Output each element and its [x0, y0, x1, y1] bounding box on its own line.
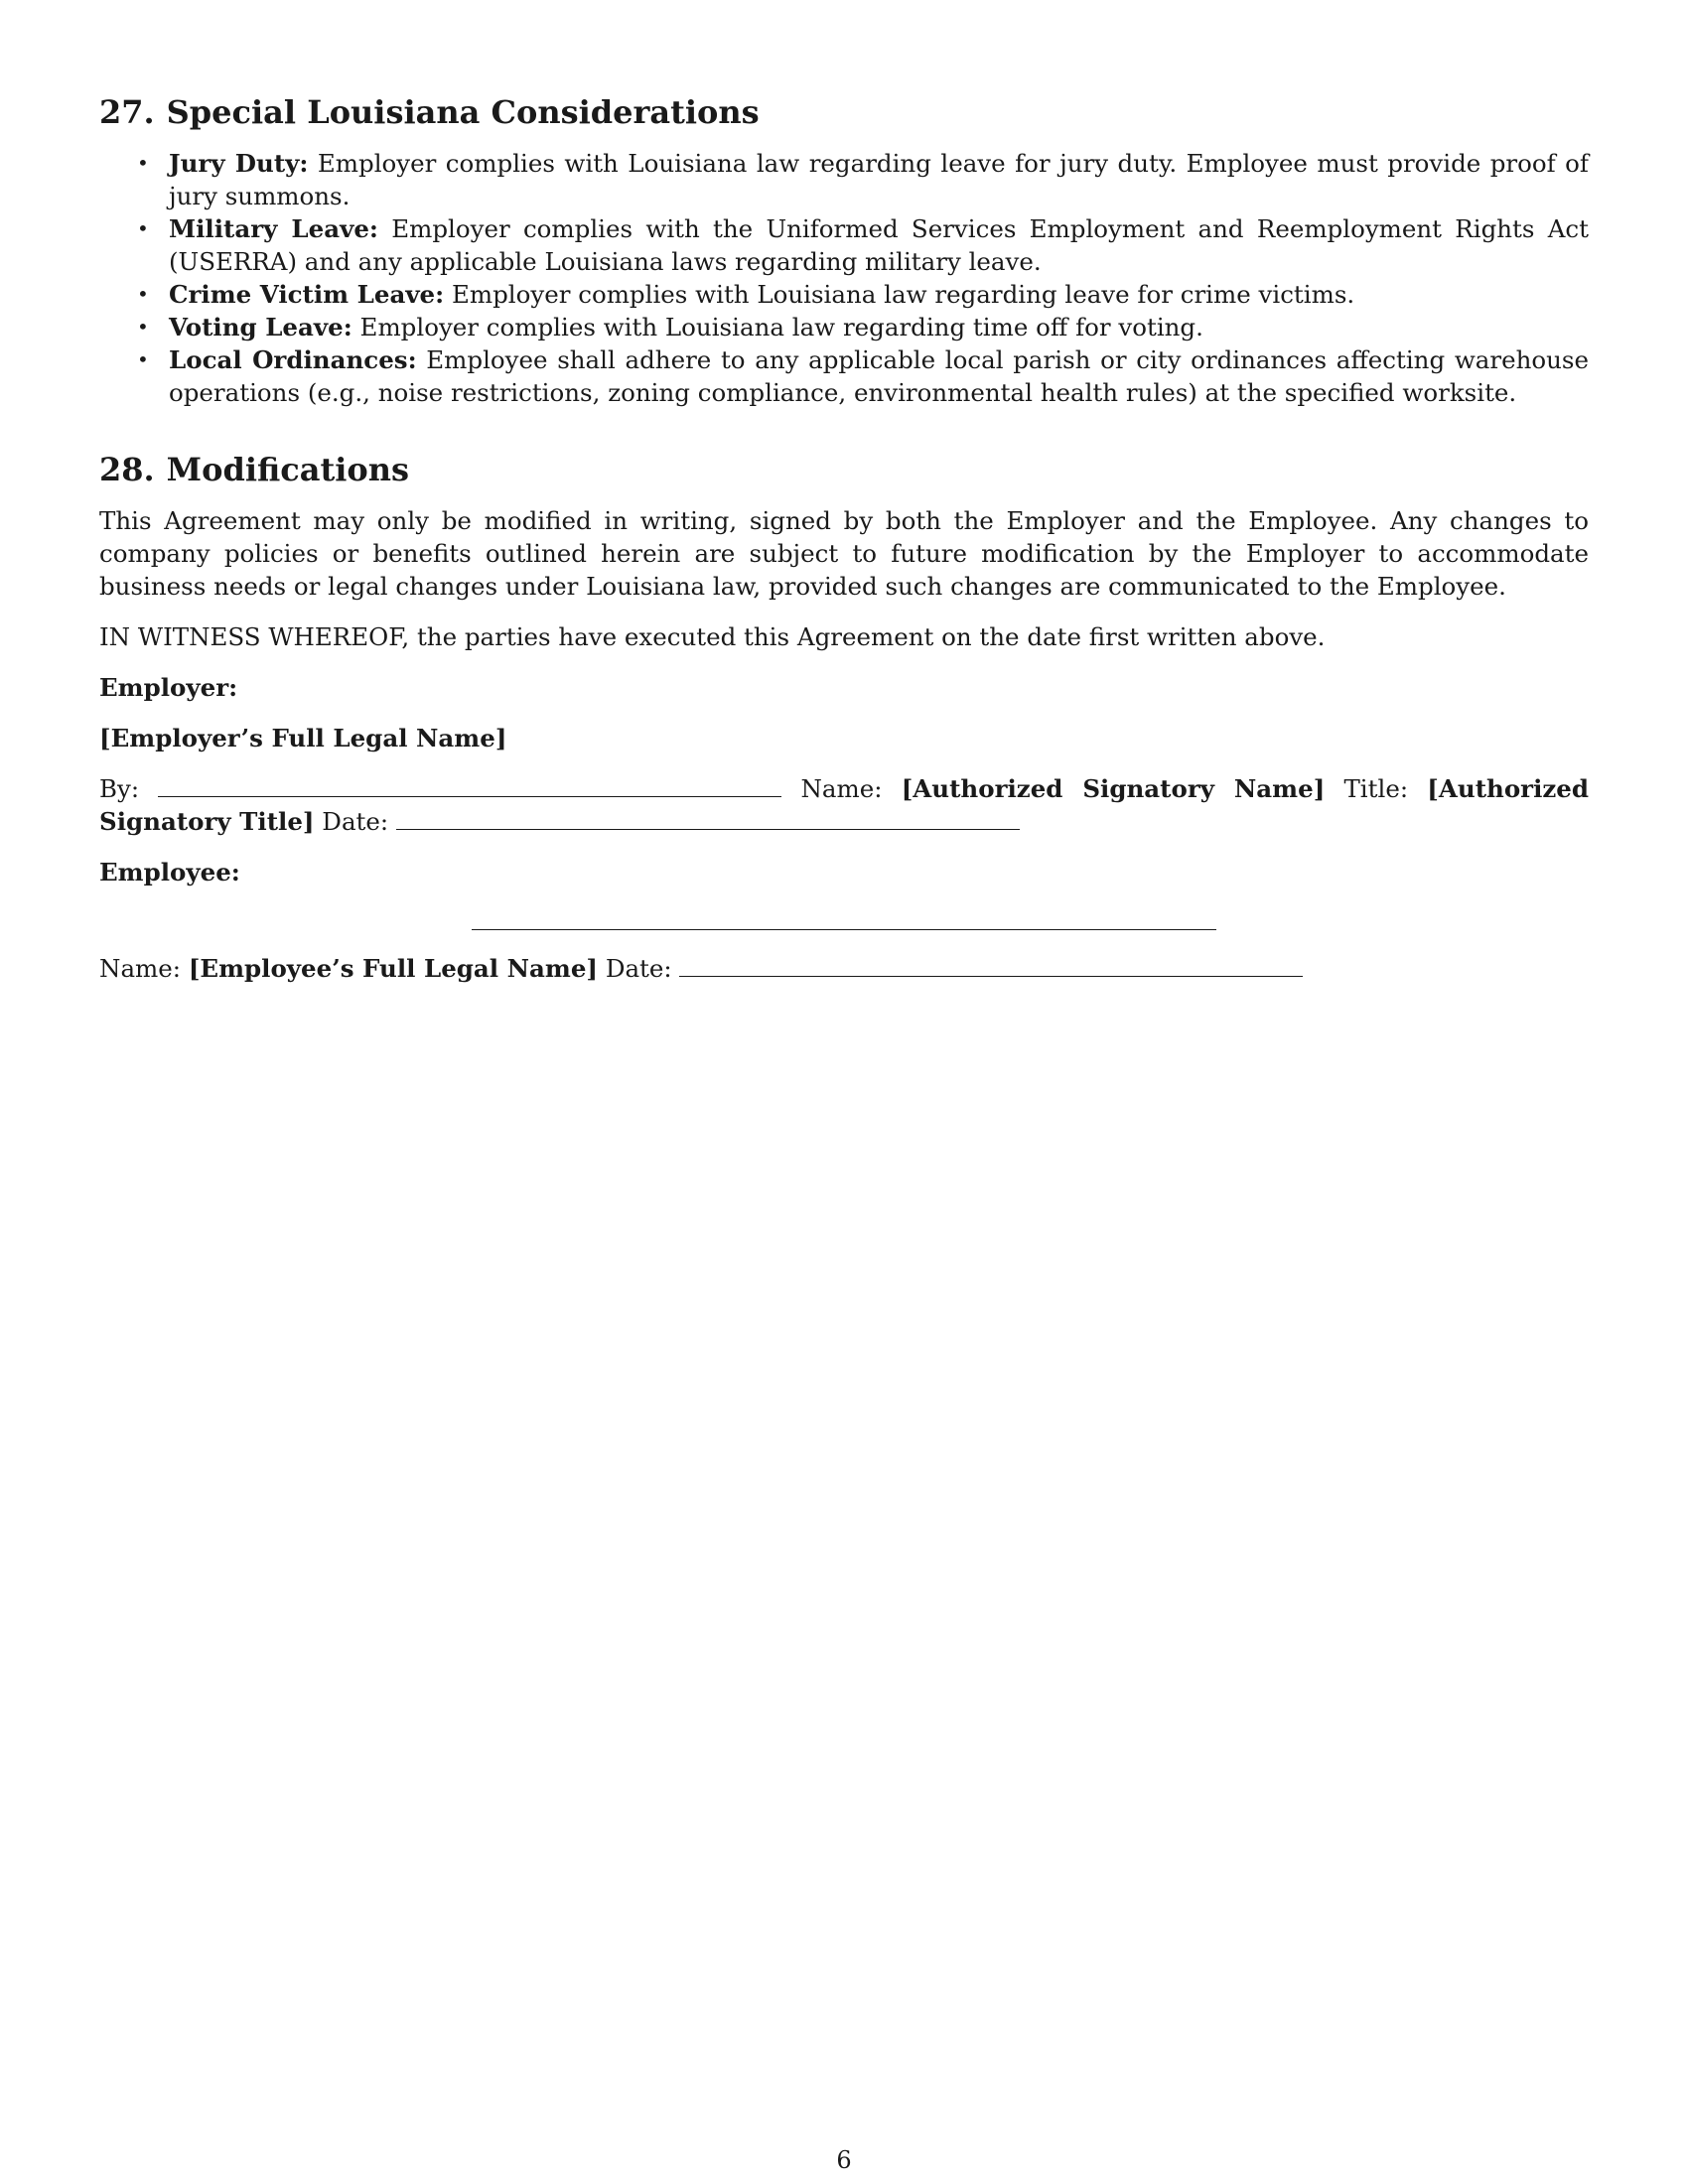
list-item-text: Employer complies with Louisiana law regarding leave for crime victims. — [444, 280, 1355, 309]
by-label: By: — [99, 774, 140, 803]
section-28-number: 28. — [99, 451, 155, 488]
bullet-icon: • — [137, 347, 149, 371]
section-27-heading — [99, 91, 1589, 133]
list-item-text: Employer complies with Louisiana law regarding time off for voting. — [352, 313, 1203, 341]
list-item-text: Employee shall adhere to any applicable local parish or city ordinances affecting warehouse operations (e.g., noise restrictions, zoning compliance, environmental health rules) at the specified worksite. — [169, 345, 1589, 407]
section-27-title: Special Louisiana Considerations — [166, 93, 760, 131]
list-item-label: Voting Leave: — [169, 313, 352, 341]
bullet-icon: • — [137, 315, 149, 339]
employer-signature-block: By: Name: [Authorized Signatory Name] Title: [Authorized Signatory Title] Date: — [99, 774, 1590, 836]
list-item — [99, 147, 1589, 212]
bullet-icon: • — [137, 151, 149, 175]
employee-legal-name: Employee’s Full Legal Name — [200, 954, 587, 983]
document-page — [99, 91, 1589, 1003]
section-27-number: 27. — [99, 93, 155, 131]
list-item — [99, 343, 1589, 409]
bullet-icon: • — [137, 216, 149, 240]
section-28-paragraph: This Agreement may only be modified in writing, signed by both the Employer and the Employee. Any changes to company policies or benefits outlined herein are subject to future modification by the Employer to accommodate business needs or legal changes under Louisiana law, provided such changes are communicated to the Employee. — [99, 506, 1589, 601]
employer-legal-name: [Employer’s Full Legal Name] — [99, 724, 507, 752]
witness-statement: IN WITNESS WHEREOF, the parties have executed this Agreement on the date first written above. — [99, 622, 1326, 651]
employer-legal-name-text: Employer’s Full Legal Name — [110, 724, 495, 752]
employee-signature-line[interactable] — [472, 928, 1216, 930]
employer-signature-line[interactable] — [158, 774, 781, 797]
employee-date-label: Date: — [605, 954, 672, 983]
bullet-icon: • — [137, 282, 149, 306]
employee-name-block: Name: [Employee’s Full Legal Name] Date: — [99, 952, 1589, 985]
list-item-text: Employer complies with the Uniformed Services Employment and Reemployment Rights Act (USERRA) and any applicable Louisiana laws regarding military leave. — [169, 214, 1589, 276]
list-item-label: Military Leave: — [169, 214, 378, 243]
employer-heading: Employer: — [99, 673, 238, 702]
list-item-label: Jury Duty: — [169, 149, 309, 178]
list-item — [99, 311, 1589, 343]
signatory-title: Authorized Signatory Title — [99, 774, 1590, 836]
signatory-name: Authorized Signatory Name — [913, 774, 1314, 803]
employer-date-label: Date: — [322, 807, 389, 836]
list-item — [99, 212, 1589, 278]
employee-heading: Employee: — [99, 858, 240, 887]
employee-name-label: Name: — [99, 954, 182, 983]
section-27-list — [99, 147, 1589, 409]
list-item-label: Crime Victim Leave: — [169, 280, 445, 309]
section-28-heading — [99, 449, 1589, 490]
page-number: 6 — [836, 2146, 852, 2174]
list-item-label: Local Ordinances: — [169, 345, 417, 374]
employer-date-line[interactable] — [396, 807, 1020, 830]
employee-date-line[interactable] — [679, 954, 1303, 977]
list-item-text: Employer complies with Louisiana law regarding leave for jury duty. Employee must provide proof of jury summons. — [169, 149, 1589, 210]
section-28-title: Modifications — [166, 451, 410, 488]
list-item — [99, 278, 1589, 311]
signatory-title-label: Title: — [1343, 774, 1409, 803]
signatory-name-label: Name: — [800, 774, 883, 803]
